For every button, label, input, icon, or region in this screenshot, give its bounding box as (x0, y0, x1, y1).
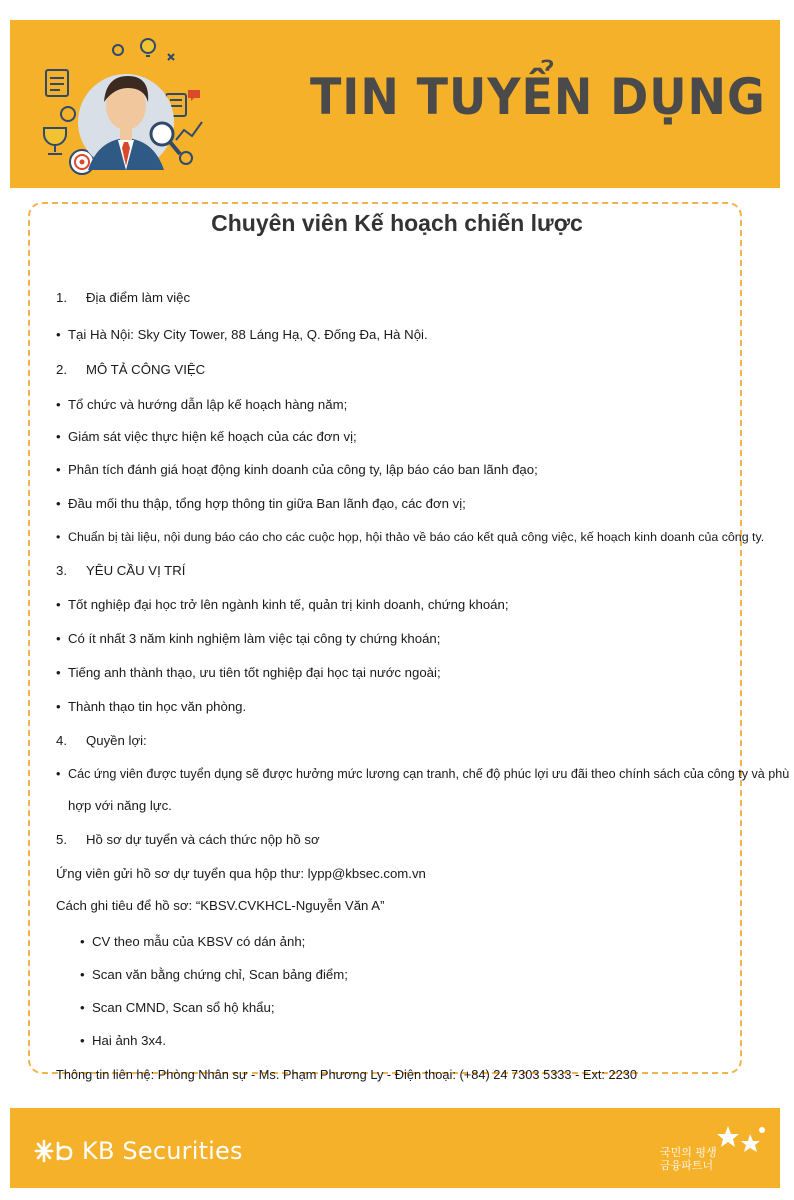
job-title: Chuyên viên Kế hoạch chiến lược (211, 210, 583, 236)
list-item: • Thành thạo tin học văn phòng. (56, 699, 247, 714)
header-banner (10, 20, 780, 188)
doc-item: • Hai ảnh 3x4. (80, 1033, 167, 1048)
footer-banner (10, 1108, 780, 1188)
section-heading: 3. YÊU CẦU VỊ TRÍ (56, 563, 186, 578)
partner-logo (660, 1124, 770, 1176)
doc-item: • Scan văn bằng chứng chỉ, Scan bảng điểm; (80, 967, 348, 982)
list-item: • Tốt nghiệp đại học trở lên ngành kinh tế, quản trị kinh doanh, chứng khoán; (56, 597, 509, 612)
subject-instruction: Cách ghi tiêu để hồ sơ: “KBSV.CVKHCL-Nguyễn Văn A” (56, 898, 385, 913)
list-item: • Tổ chức và hướng dẫn lập kế hoạch hàng năm; (56, 397, 348, 412)
email-instruction: Ứng viên gửi hồ sơ dự tuyển qua hộp thư: lypp@kbsec.com.vn (56, 866, 426, 881)
kb-securities-logo (34, 1136, 243, 1166)
list-item: • Có ít nhất 3 năm kinh nghiệm làm việc tại công ty chứng khoán; (56, 631, 441, 646)
section-heading: 4. Quyền lợi: (56, 733, 147, 748)
company-name: KB Securities (82, 1137, 243, 1165)
list-item: • Chuẩn bị tài liệu, nội dung báo cáo cho các cuộc họp, hội thảo về báo cáo kết quả công việc, kế hoạch kinh doanh của công ty. (56, 530, 765, 544)
list-item-continuation: hợp với năng lực. (68, 798, 172, 813)
section-heading: 2. MÔ TẢ CÔNG VIỆC (56, 362, 206, 377)
page-title: TIN TUYỂN DỤNG (310, 68, 766, 126)
list-item: • Tiếng anh thành thạo, ưu tiên tốt nghiệp đại học tại nước ngoài; (56, 665, 441, 680)
businessman-avatar-icon (38, 36, 208, 186)
doc-item: • CV theo mẫu của KBSV có dán ảnh; (80, 934, 306, 949)
partner-tagline: 국민의 평생 금융파트너 (660, 1146, 717, 1172)
list-item: • Giám sát việc thực hiện kế hoạch của các đơn vị; (56, 429, 357, 444)
list-item: • Phân tích đánh giá hoạt động kinh doanh của công ty, lập báo cáo ban lãnh đạo; (56, 462, 538, 477)
kb-star-logo-icon (34, 1137, 78, 1165)
section-heading: 5. Hồ sơ dự tuyển và cách thức nộp hồ sơ (56, 832, 320, 847)
partner-stars-icon (714, 1124, 768, 1164)
list-item: • Tại Hà Nội: Sky City Tower, 88 Láng Hạ, Q. Đống Đa, Hà Nội. (56, 327, 428, 342)
contact-info: Thông tin liên hệ: Phòng Nhân sự - Ms. Phạm Phương Ly - Điện thoại: (+84) 24 7303 5333 - Ext: 2230 (56, 1067, 637, 1082)
section-heading: 1. Địa điểm làm việc (56, 290, 191, 305)
list-item: • Các ứng viên được tuyển dụng sẽ được hưởng mức lương cạn tranh, chế độ phúc lợi ưu đãi theo chính sách của công ty và phù (56, 767, 790, 781)
list-item: • Đầu mối thu thập, tổng hợp thông tin giữa Ban lãnh đạo, các đơn vị; (56, 496, 466, 511)
doc-item: • Scan CMND, Scan sổ hộ khẩu; (80, 1000, 275, 1015)
